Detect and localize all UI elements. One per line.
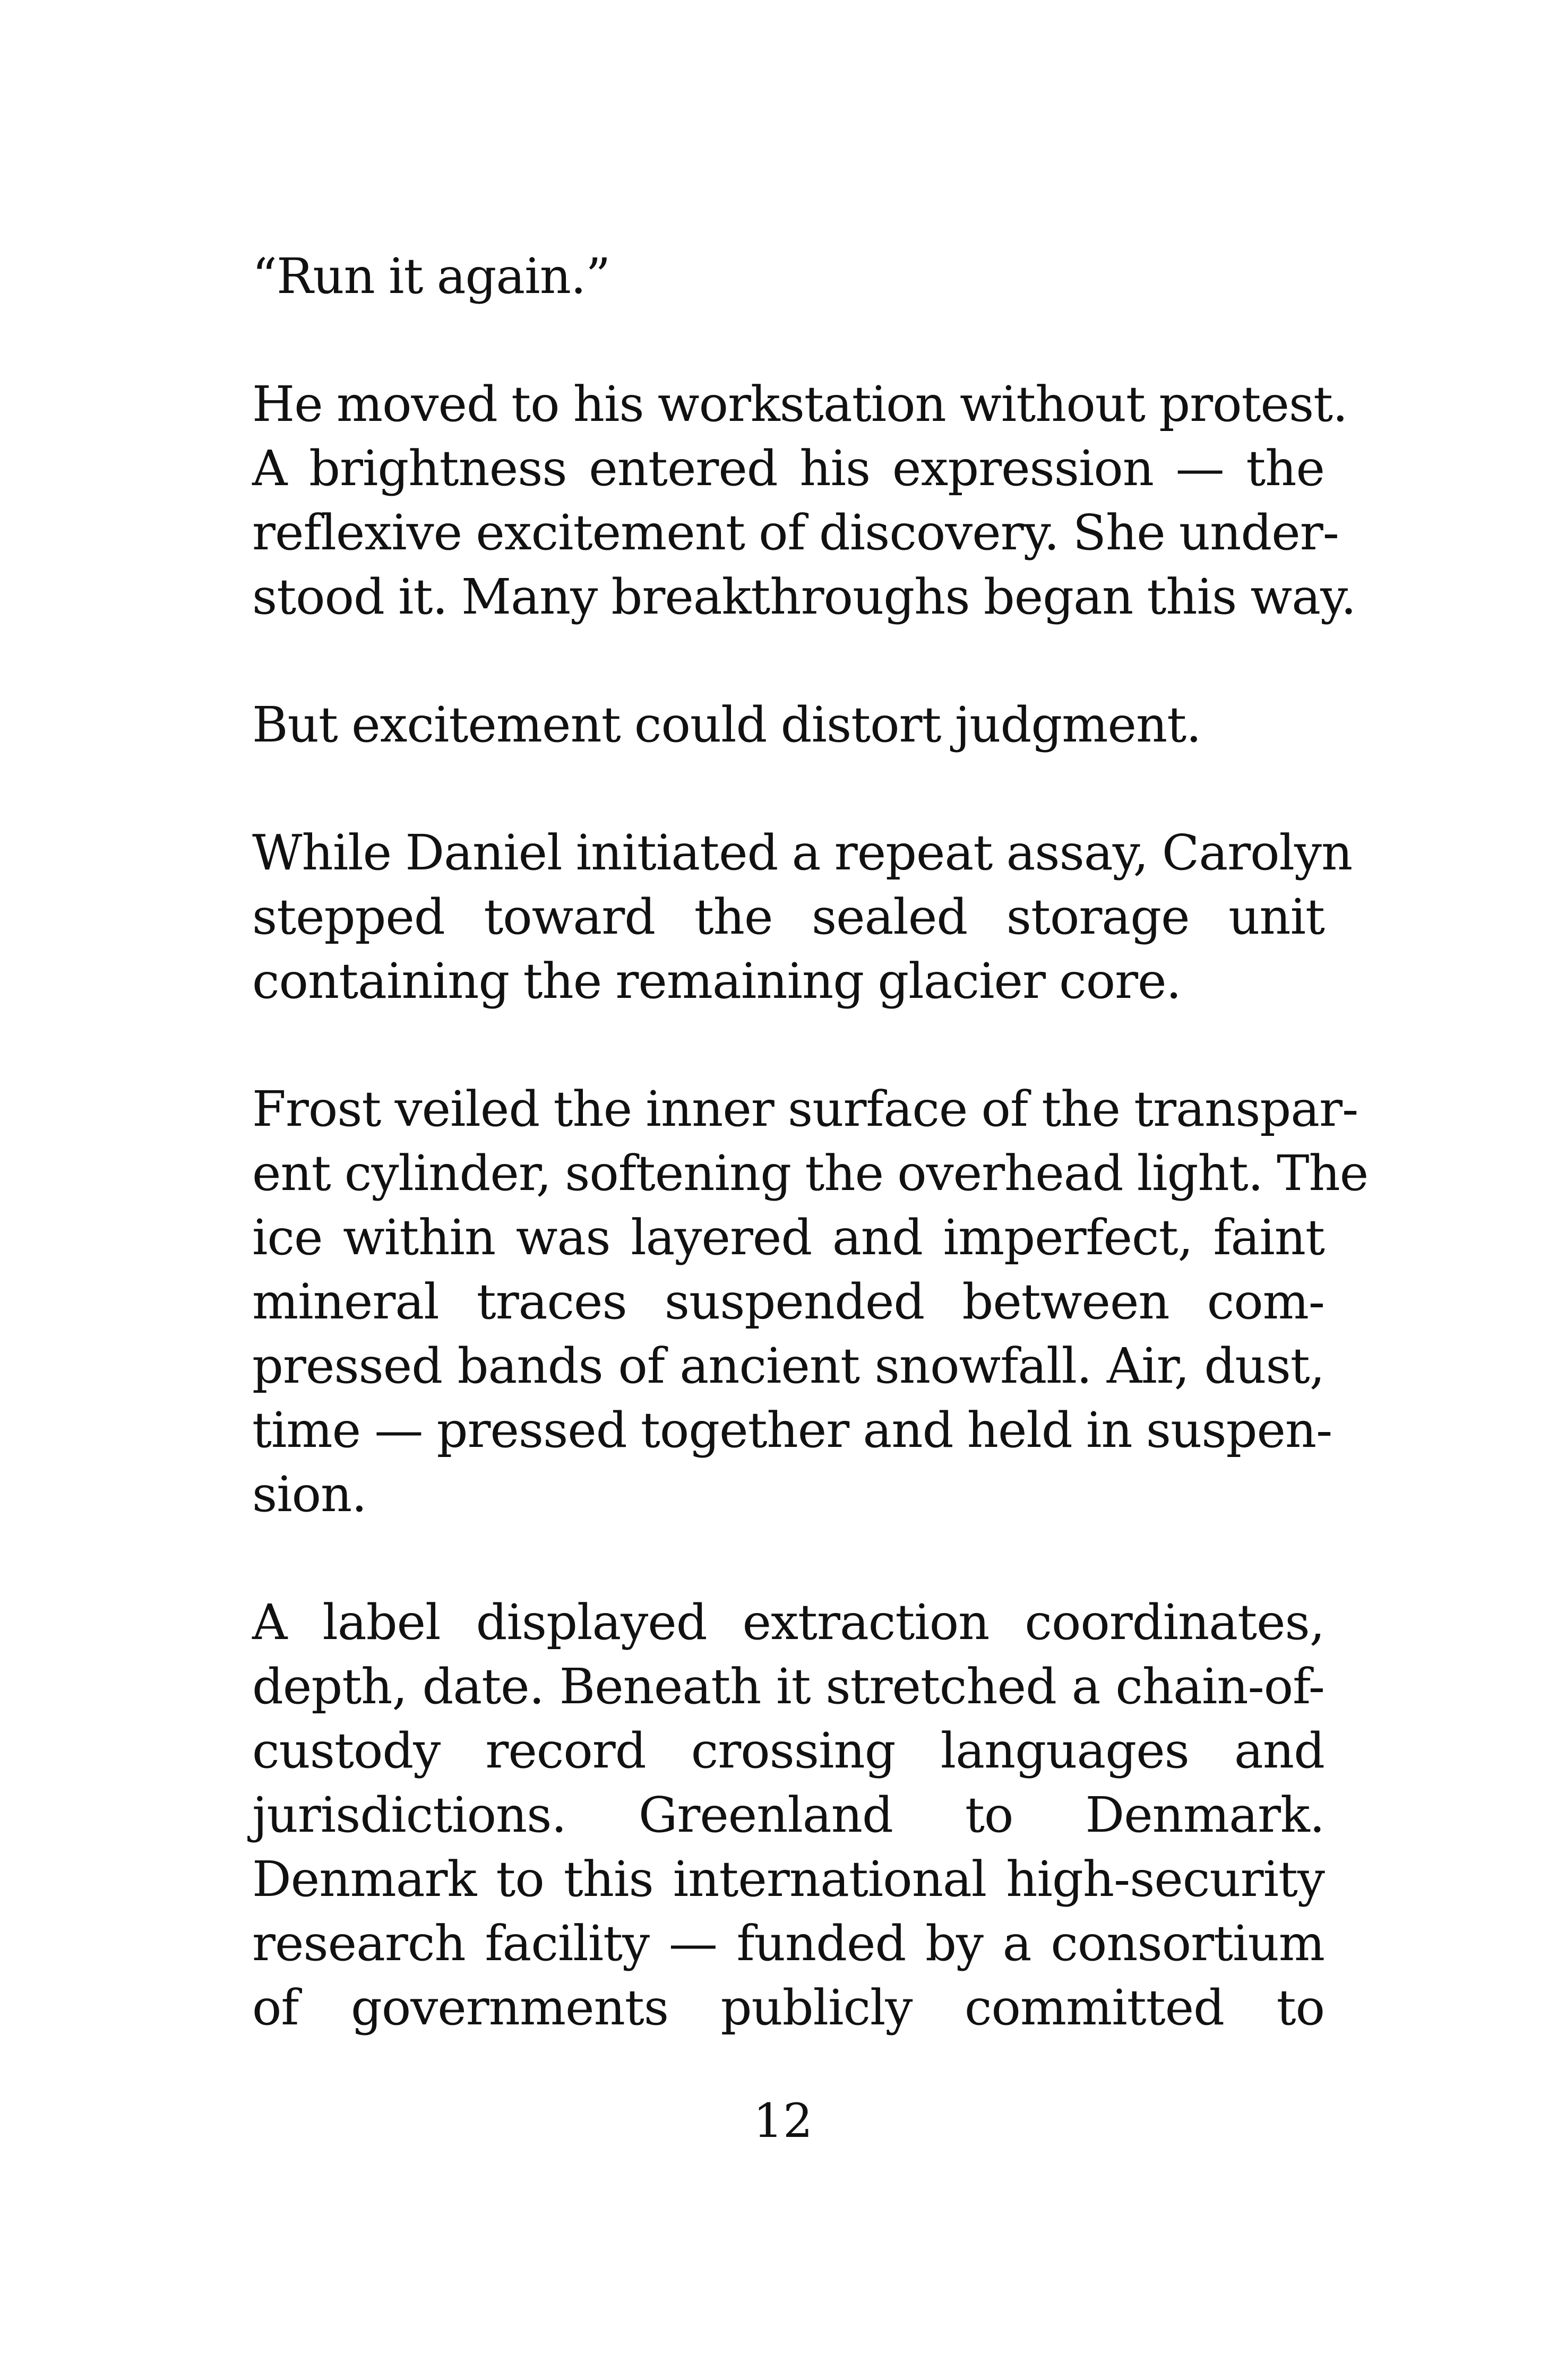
- text-line: While Daniel initiated a repeat assay, Carolyn: [252, 824, 1353, 881]
- paragraph-5: [252, 1077, 1369, 1527]
- text-line: depth, date. Beneath it stretched a chain-of-: [252, 1658, 1324, 1715]
- text-line: Denmark to this international high-security: [252, 1851, 1324, 1908]
- body-text: [252, 244, 1369, 2040]
- paragraph-2: [252, 372, 1356, 629]
- text-line: pressed bands of ancient snowfall. Air, dust,: [252, 1338, 1324, 1394]
- text-line: jurisdictions. Greenland to Denmark.: [252, 1787, 1324, 1843]
- text-line: stepped toward the sealed storage unit: [252, 889, 1324, 945]
- text-line: A brightness entered his expression — the: [252, 440, 1324, 497]
- text-line: But excitement could distort judgment.: [252, 696, 1201, 753]
- text-line: custody record crossing languages and: [252, 1722, 1324, 1779]
- paragraph-6: [252, 1590, 1324, 2040]
- text-line: mineral traces suspended between com-: [252, 1273, 1324, 1330]
- page-number: 12: [753, 2093, 813, 2148]
- text-line: time — pressed together and held in suspen-: [252, 1402, 1332, 1459]
- text-line: reflexive excitement of discovery. She under-: [252, 504, 1339, 561]
- paragraph-1: [252, 244, 1324, 308]
- text-line: “Run it again.”: [252, 248, 610, 305]
- text-line: ice within was layered and imperfect, faint: [252, 1209, 1324, 1266]
- paragraph-4: [252, 821, 1353, 1013]
- paragraph-3: [252, 693, 1324, 757]
- text-line: A label displayed extraction coordinates,: [252, 1594, 1324, 1651]
- text-line: Frost veiled the inner surface of the transpar-: [252, 1081, 1358, 1137]
- text-line: containing the remaining glacier core.: [252, 953, 1181, 1010]
- text-line: sion.: [252, 1466, 367, 1523]
- text-line: He moved to his workstation without protest.: [252, 376, 1348, 433]
- text-line: ent cylinder, softening the overhead light. The: [252, 1145, 1369, 1202]
- text-line: research facility — funded by a consortium: [252, 1915, 1324, 1972]
- text-line: of governments publicly committed to: [252, 1979, 1324, 2036]
- text-line: stood it. Many breakthroughs began this way.: [252, 568, 1356, 625]
